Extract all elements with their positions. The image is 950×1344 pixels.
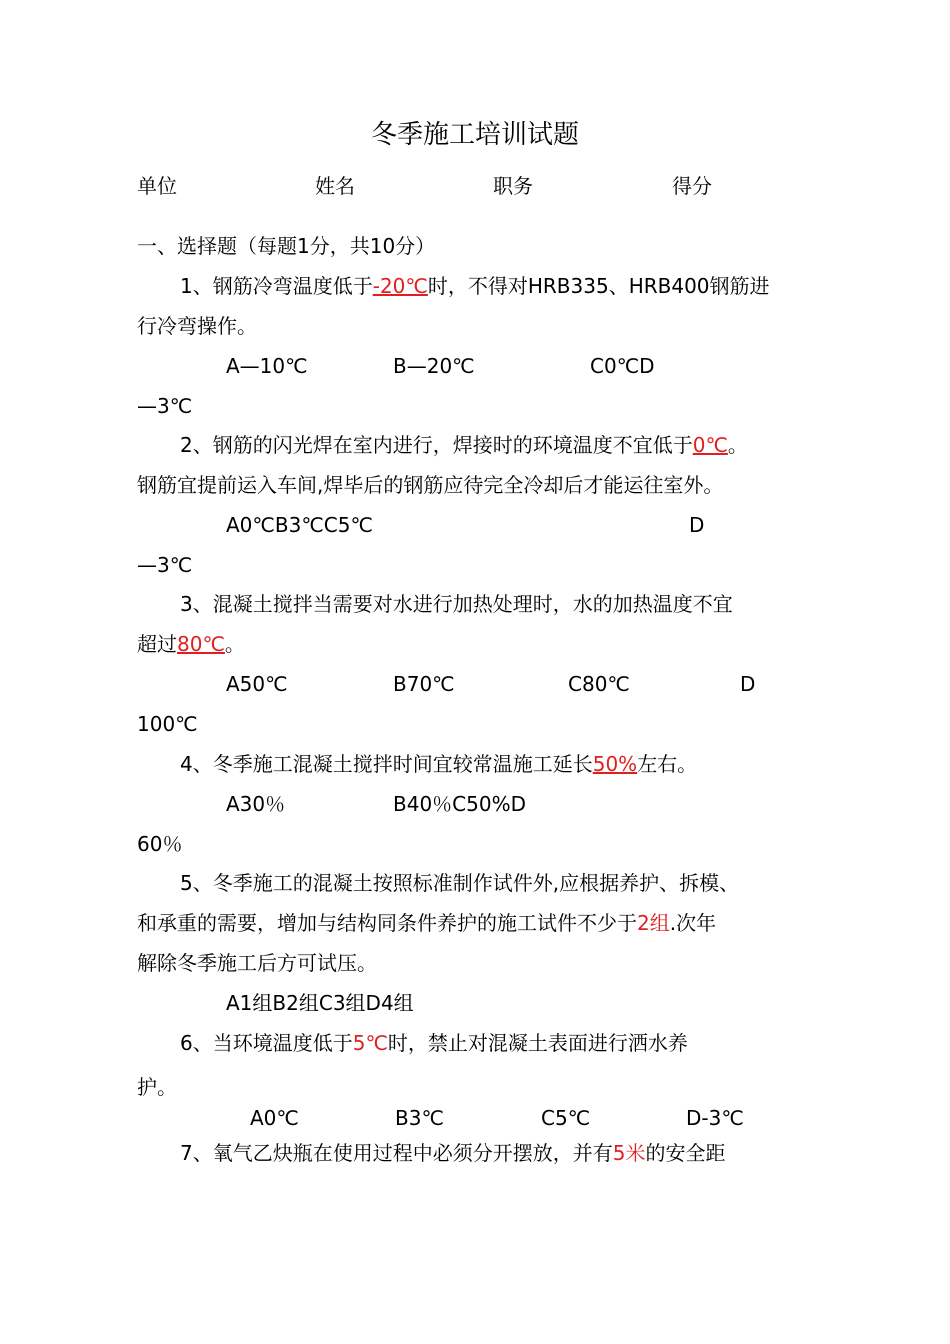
question-1-line-1 xyxy=(180,272,770,300)
q3-option-d-wrap: 100℃ xyxy=(137,712,198,736)
q3-text-post: 。 xyxy=(224,632,245,656)
q5-options: A1组B2组C3组D4组 xyxy=(226,991,414,1015)
question-3-line-1: 3、混凝土搅拌当需要对水进行加热处理时，水的加热温度不宜 xyxy=(180,592,733,616)
q3-option-c: C80℃ xyxy=(568,672,630,696)
q3-answer: 80℃ xyxy=(177,632,225,656)
question-2-line-2: 钢筋宜提前运入车间,焊毕后的钢筋应待完全冷却后才能运往室外。 xyxy=(137,473,724,497)
q6-option-a: A0℃ xyxy=(250,1106,299,1130)
q6-option-d: D-3℃ xyxy=(686,1106,744,1130)
question-3-line-2 xyxy=(137,630,245,658)
q1-text-pre: 1、钢筋冷弯温度低于 xyxy=(180,274,373,298)
q5-text-post: .次年 xyxy=(669,911,717,935)
section-heading: 一、选择题（每题1分，共10分） xyxy=(137,234,436,258)
q2-answer: 0℃ xyxy=(692,433,728,457)
q4-option-d-wrap: 60％ xyxy=(137,832,183,856)
question-7-line-1 xyxy=(180,1139,725,1167)
question-1-line-2: 行冷弯操作。 xyxy=(137,314,257,338)
q5-answer: 2组 xyxy=(637,911,670,935)
header-field-unit: 单位 xyxy=(137,174,177,198)
q2-option-abc: A0℃B3℃C5℃ xyxy=(226,513,373,537)
question-5-line-3: 解除冬季施工后方可试压。 xyxy=(137,951,377,975)
q4-option-a: A30％ xyxy=(226,792,286,816)
q4-answer: 50% xyxy=(592,752,638,776)
q7-answer: 5米 xyxy=(612,1141,646,1165)
q4-text-pre: 4、冬季施工混凝土搅拌时间宜较常温施工延长 xyxy=(180,752,593,776)
q7-text-pre: 7、氧气乙炔瓶在使用过程中必须分开摆放，并有 xyxy=(180,1141,613,1165)
question-6-line-2: 护。 xyxy=(137,1075,177,1099)
page-title: 冬季施工培训试题 xyxy=(370,120,579,150)
q1-text-post: 时，不得对HRB335、HRB400钢筋进 xyxy=(427,274,770,298)
q1-option-cd: C0℃D xyxy=(590,354,655,378)
question-6-line-1 xyxy=(180,1029,688,1057)
q6-option-b: B3℃ xyxy=(395,1106,444,1130)
header-field-position: 职务 xyxy=(493,174,533,198)
q6-answer: 5℃ xyxy=(352,1031,388,1055)
q6-text-pre: 6、当环境温度低于 xyxy=(180,1031,353,1055)
q4-option-bcd: B40％C50%D xyxy=(393,792,526,816)
q3-option-b: B70℃ xyxy=(393,672,455,696)
q1-answer: -20℃ xyxy=(372,274,428,298)
q1-option-a: A—10℃ xyxy=(226,354,308,378)
q4-text-post: 左右。 xyxy=(637,752,698,776)
q2-text-pre: 2、钢筋的闪光焊在室内进行，焊接时的环境温度不宜低于 xyxy=(180,433,693,457)
question-2-line-1 xyxy=(180,431,748,459)
q2-option-d: D xyxy=(689,513,705,537)
question-5-line-1: 5、冬季施工的混凝土按照标准制作试件外,应根据养护、拆模、 xyxy=(180,871,740,895)
question-5-line-2 xyxy=(137,909,716,937)
q1-option-d-wrap: —3℃ xyxy=(137,394,193,418)
q3-option-d: D xyxy=(740,672,756,696)
question-4-line-1 xyxy=(180,750,697,778)
q6-option-c: C5℃ xyxy=(541,1106,591,1130)
header-field-name: 姓名 xyxy=(315,174,355,198)
q2-text-post: 。 xyxy=(727,433,748,457)
q3-option-a: A50℃ xyxy=(226,672,288,696)
q3-text-pre: 超过 xyxy=(137,632,177,656)
q1-option-b: B—20℃ xyxy=(393,354,475,378)
q7-text-post: 的安全距 xyxy=(645,1141,726,1165)
q6-text-post: 时，禁止对混凝土表面进行洒水养 xyxy=(387,1031,688,1055)
q2-option-d-wrap: —3℃ xyxy=(137,553,193,577)
header-field-score: 得分 xyxy=(672,174,712,198)
q5-text-pre: 和承重的需要，增加与结构同条件养护的施工试件不少于 xyxy=(137,911,637,935)
